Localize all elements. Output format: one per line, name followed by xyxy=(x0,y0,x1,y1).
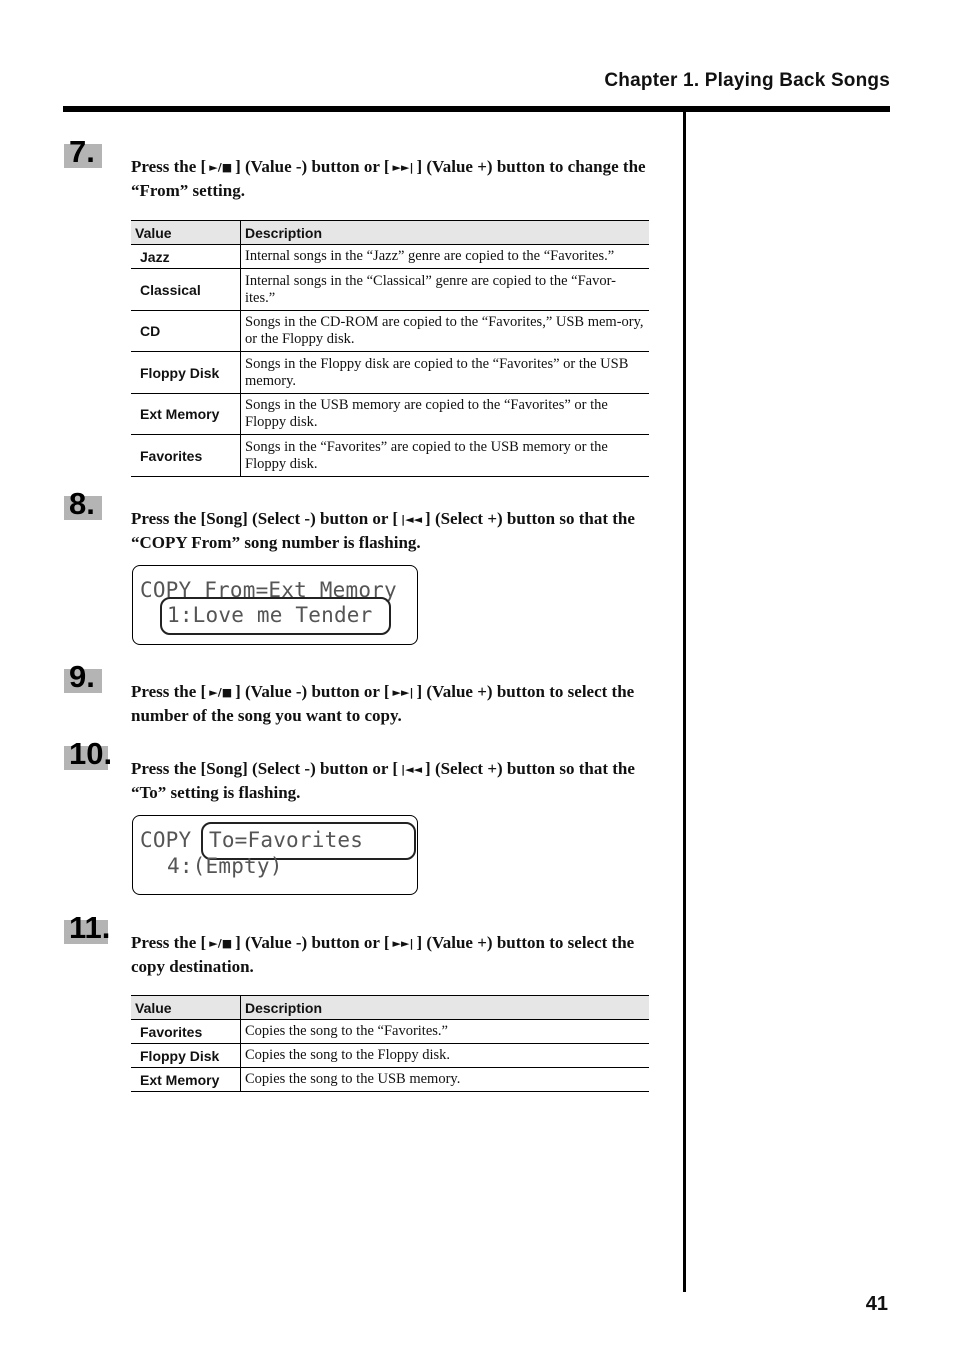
step-10-instruction: Press the [Song] (Select -) button or [ |◄◄ ] (Select +) button so that the “To” setting is flashing. xyxy=(131,759,635,802)
row-value: Ext Memory xyxy=(131,1068,241,1092)
table-row xyxy=(131,245,649,269)
row-value: Jazz xyxy=(131,245,241,269)
from-value-table xyxy=(131,220,649,477)
table-row xyxy=(131,1068,649,1092)
fast-forward-icon: ►►| xyxy=(392,686,414,699)
row-description: Songs in the USB memory are copied to the “Favorites” or the Floppy disk. xyxy=(241,394,650,435)
lcd-line-2: 4:(Empty) xyxy=(167,854,283,878)
table-row xyxy=(131,352,649,394)
row-value: Ext Memory xyxy=(131,394,241,435)
header-value: Value xyxy=(131,996,241,1020)
lcd-display-from xyxy=(132,565,418,645)
step-9-number: 9. xyxy=(69,659,95,694)
row-value: Favorites xyxy=(131,1020,241,1044)
step-11-badge xyxy=(64,910,111,946)
step-10-number: 10. xyxy=(69,736,113,771)
chapter-title: Chapter 1. Playing Back Songs xyxy=(604,70,890,91)
play-stop-icon: ►/■ xyxy=(209,937,233,950)
step-8-instruction: Press the [Song] (Select -) button or [ |◄◄ ] (Select +) button so that the “COPY From” song number is flashing. xyxy=(131,509,635,552)
play-stop-icon: ►/■ xyxy=(209,161,233,174)
fast-forward-icon: ►►| xyxy=(392,161,414,174)
fast-forward-icon: ►►| xyxy=(392,937,414,950)
step-7-badge xyxy=(64,134,102,170)
step-11-instruction: Press the [ ►/■ ] (Value -) button or [ ►►| ] (Value +) button to select the copy destination. xyxy=(131,933,635,976)
lcd-line-1: COPY From=Ext Memory xyxy=(140,578,397,602)
step-9-instruction: Press the [ ►/■ ] (Value -) button or [ ►►| ] (Value +) button to select the number of the song you want to copy. xyxy=(131,682,635,725)
row-value: Classical xyxy=(131,269,241,311)
table-header-row xyxy=(131,221,649,245)
header-rule xyxy=(63,106,890,112)
table-row xyxy=(131,311,649,352)
step-7-instruction: Press the [ ►/■ ] (Value -) button or [ ►►| ] (Value +) button to change the “From” setting. xyxy=(131,157,646,200)
table-row xyxy=(131,435,649,477)
play-stop-icon: ►/■ xyxy=(209,686,233,699)
table-row xyxy=(131,1044,649,1068)
to-value-table xyxy=(131,995,649,1092)
row-description: Copies the song to the USB memory. xyxy=(241,1068,650,1092)
table-header-row xyxy=(131,996,649,1020)
step-8-badge xyxy=(64,486,102,522)
page-number: 41 xyxy=(865,1293,888,1315)
table-row xyxy=(131,394,649,435)
row-description: Copies the song to the Floppy disk. xyxy=(241,1044,650,1068)
column-divider xyxy=(683,112,686,1292)
header-description: Description xyxy=(241,221,650,245)
header-description: Description xyxy=(241,996,650,1020)
row-description: Songs in the “Favorites” are copied to the USB memory or the Floppy disk. xyxy=(241,435,650,477)
rewind-icon: |◄◄ xyxy=(401,763,423,776)
row-value: Favorites xyxy=(131,435,241,477)
step-11-number: 11. xyxy=(69,910,111,945)
step-7-number: 7. xyxy=(69,134,95,169)
row-value: CD xyxy=(131,311,241,352)
lcd-line-2: 1:Love me Tender xyxy=(167,603,373,627)
row-description: Songs in the Floppy disk are copied to the “Favorites” or the USB memory. xyxy=(241,352,650,394)
header-value: Value xyxy=(131,221,241,245)
step-9-badge xyxy=(64,659,102,695)
row-description: Copies the song to the “Favorites.” xyxy=(241,1020,650,1044)
row-description: Songs in the CD-ROM are copied to the “Favorites,” USB mem-ory, or the Floppy disk. xyxy=(241,311,650,352)
lcd-display-to xyxy=(132,815,418,895)
table-row xyxy=(131,269,649,311)
lcd-line-1a: COPY xyxy=(140,828,192,852)
rewind-icon: |◄◄ xyxy=(401,513,423,526)
step-10-badge xyxy=(64,736,113,772)
row-description: Internal songs in the “Jazz” genre are copied to the “Favorites.” xyxy=(241,245,650,269)
row-description: Internal songs in the “Classical” genre are copied to the “Favor-ites.” xyxy=(241,269,650,311)
row-value: Floppy Disk xyxy=(131,352,241,394)
step-8-number: 8. xyxy=(69,486,95,521)
table-row xyxy=(131,1020,649,1044)
row-value: Floppy Disk xyxy=(131,1044,241,1068)
lcd-line-1b: To=Favorites xyxy=(209,828,364,852)
